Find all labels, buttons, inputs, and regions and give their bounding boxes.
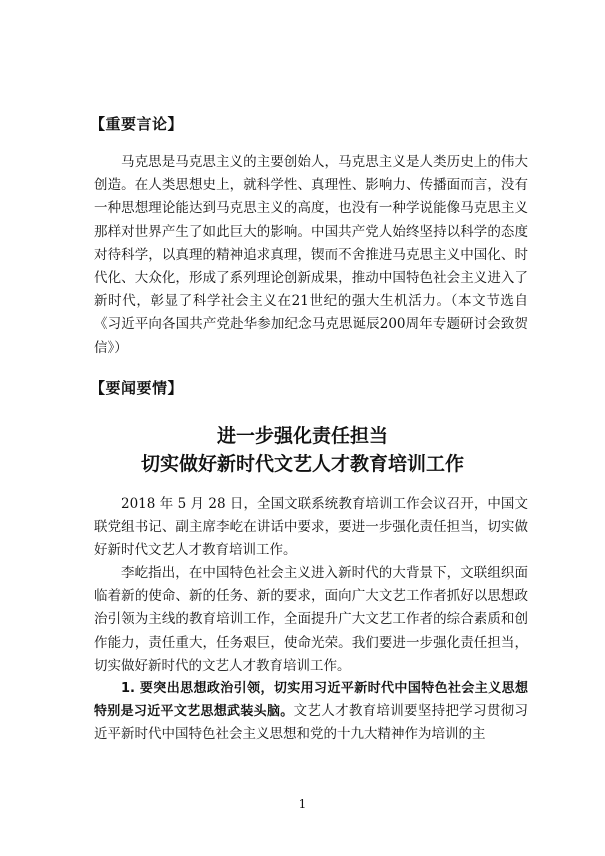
article-paragraph-3 [94, 677, 528, 747]
section-heading-quote: 【重要言论】 [90, 115, 184, 133]
article-paragraph-1: 2018 年 5 月 28 日，全国文联系统教育培训工作会议召开，中国文联党组书记、副主席李屹在讲话中要求，要进一步强化责任担当，切实做好新时代文艺人才教育培训工作。 [94, 496, 528, 559]
paragraph-3-body: 文艺人才教育培训要坚持把学习贯彻习近平新时代中国特色社会主义思想和党的十九大精神作为培训的主 [94, 703, 528, 743]
article-title-line1: 进一步强化责任担当 [216, 425, 388, 447]
paragraph-3-lead-emphasis: 1. 要突出思想政治引领，切实用习近平新时代中国特色社会主义思想特别是习近平文艺思想武装头脑。 [94, 681, 528, 720]
article-paragraph-2: 李屹指出，在中国特色社会主义进入新时代的大背景下，文联组织面临着新的使命、新的任务、新的要求，面向广大文艺工作者抓好以思想政治引领为主线的教育培训工作，全面提升广大文艺工作者的综合素质和创作能力，责任重大，任务艰巨，使命光荣。我们要进一步强化责任担当，切实做好新时代的文艺人才教育培训工作。 [94, 565, 528, 674]
quote-paragraph: 马克思是马克思主义的主要创始人，马克思主义是人类历史上的伟大创造。在人类思想史上，就科学性、真理性、影响力、传播面而言，没有一种思想理论能达到马克思主义的高度，也没有一种学说能像马克思主义那样对世界产生了如此巨大的影响。中国共产党人始终坚持以科学的态度对待科学，以真理的精神追求真理，锲而不舍推进马克思主义中国化、时代化、大众化，形成了系列理论创新成果，推动中国特色社会主义进入了新时代，彰显了科学社会主义在21世纪的强大生机活力。（本文节选自《习近平向各国共产党赴华参加纪念马克思诞辰200周年专题研讨会致贺信》） [94, 154, 528, 356]
section-heading-news: 【要闻要情】 [90, 379, 184, 397]
page-number: 1 [298, 797, 307, 811]
article-title-line2: 切实做好新时代文艺人才教育培训工作 [140, 453, 464, 475]
